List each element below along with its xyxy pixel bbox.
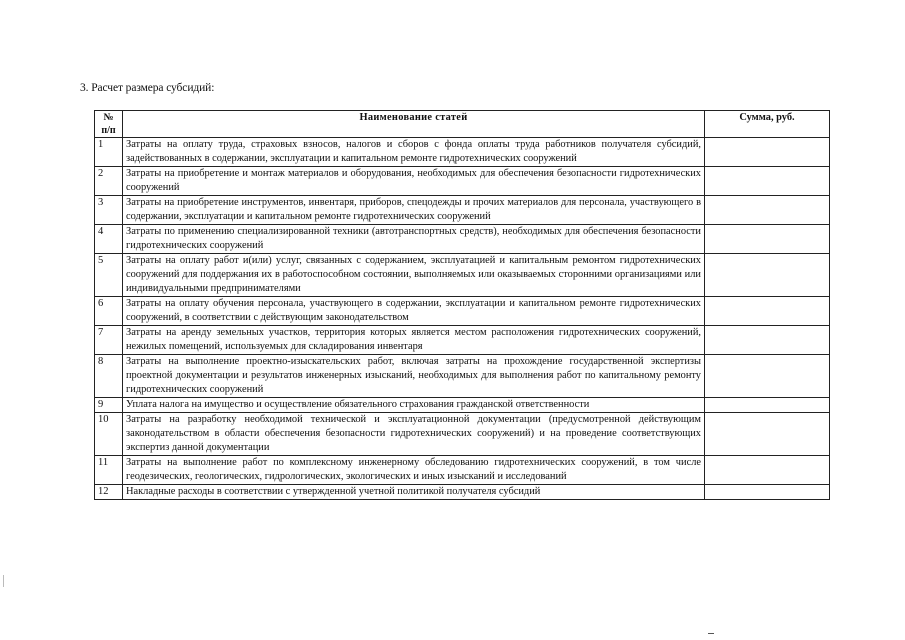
scan-mark xyxy=(708,633,714,634)
row-sum-cell[interactable] xyxy=(705,297,830,326)
row-item-name: Накладные расходы в соответствии с утвержденной учетной политикой получателя субсидий xyxy=(123,485,705,500)
row-item-name: Затраты на приобретение и монтаж материалов и оборудования, необходимых для обеспечения безопасности гидротехнических сооружений xyxy=(123,167,705,196)
row-number: 1 xyxy=(95,138,123,167)
section-title: 3. Расчет размера субсидий: xyxy=(80,82,215,94)
row-sum-cell[interactable] xyxy=(705,326,830,355)
row-sum-cell[interactable] xyxy=(705,413,830,456)
row-sum-cell[interactable] xyxy=(705,485,830,500)
row-item-name: Затраты на оплату труда, страховых взносов, налогов и сборов с фонда оплаты труда работников получателя субсидий, задействованных в содержании, эксплуатации и капитальном ремонте гидротехнических сооружений xyxy=(123,138,705,167)
row-number: 12 xyxy=(95,485,123,500)
row-number: 2 xyxy=(95,167,123,196)
row-sum-cell[interactable] xyxy=(705,167,830,196)
column-header-name: Наименование статей xyxy=(123,111,705,138)
table-row xyxy=(95,485,830,500)
row-number: 11 xyxy=(95,456,123,485)
table-row xyxy=(95,254,830,297)
scan-margin-mark xyxy=(3,575,4,587)
row-number: 3 xyxy=(95,196,123,225)
table-row xyxy=(95,138,830,167)
row-sum-cell[interactable] xyxy=(705,225,830,254)
row-item-name: Затраты на выполнение проектно-изыскательских работ, включая затраты на прохождение государственной экспертизы проектной документации и результатов инженерных изысканий, необходимых для выполнения работ по капитальному ремонту гидротехнических сооружений xyxy=(123,355,705,398)
table-row xyxy=(95,456,830,485)
row-number: 10 xyxy=(95,413,123,456)
row-sum-cell[interactable] xyxy=(705,398,830,413)
row-item-name: Уплата налога на имущество и осуществление обязательного страхования гражданской ответственности xyxy=(123,398,705,413)
table-row xyxy=(95,196,830,225)
row-number: 7 xyxy=(95,326,123,355)
table-row xyxy=(95,413,830,456)
row-sum-cell[interactable] xyxy=(705,355,830,398)
row-item-name: Затраты на приобретение инструментов, инвентаря, приборов, спецодежды и прочих материалов для персонала, участвующего в содержании, эксплуатации и капитальном ремонте гидротехнических сооружений xyxy=(123,196,705,225)
subsidy-cost-table xyxy=(94,110,830,500)
row-number: 4 xyxy=(95,225,123,254)
table-row xyxy=(95,326,830,355)
table-row xyxy=(95,297,830,326)
row-sum-cell[interactable] xyxy=(705,138,830,167)
row-item-name: Затраты на аренду земельных участков, территория которых является местом расположения гидротехнических сооружений, нежилых помещений, используемых для складирования инвентаря xyxy=(123,326,705,355)
column-header-sum: Сумма, руб. xyxy=(705,111,830,138)
row-number: 8 xyxy=(95,355,123,398)
row-number: 5 xyxy=(95,254,123,297)
table-row xyxy=(95,398,830,413)
row-item-name: Затраты на разработку необходимой технической и эксплуатационной документации (предусмотренной действующим законодательством в области обеспечения безопасности гидротехнических сооружений) и на проведение соответствующих экспертиз данной документации xyxy=(123,413,705,456)
row-sum-cell[interactable] xyxy=(705,456,830,485)
row-item-name: Затраты на выполнение работ по комплексному инженерному обследованию гидротехнических сооружений, в том числе геодезических, геологических, гидрологических, экологических и иных изысканий и исследований xyxy=(123,456,705,485)
row-sum-cell[interactable] xyxy=(705,196,830,225)
row-number: 9 xyxy=(95,398,123,413)
table-row xyxy=(95,167,830,196)
column-header-number: № п/п xyxy=(95,111,123,138)
table-row xyxy=(95,225,830,254)
row-item-name: Затраты на оплату работ и(или) услуг, связанных с содержанием, эксплуатацией и капитальным ремонтом гидротехнических сооружений для поддержания их в работоспособном состоянии, выполняемых или оказываемых сторонними организациями или индивидуальными предпринимателями xyxy=(123,254,705,297)
row-item-name: Затраты на оплату обучения персонала, участвующего в содержании, эксплуатации и капитальном ремонте гидротехнических сооружений, в соответствии с действующим законодательством xyxy=(123,297,705,326)
row-sum-cell[interactable] xyxy=(705,254,830,297)
table-header-row xyxy=(95,111,830,138)
table-row xyxy=(95,355,830,398)
row-number: 6 xyxy=(95,297,123,326)
row-item-name: Затраты по применению специализированной техники (автотранспортных средств), необходимых для обеспечения безопасности гидротехнических сооружений xyxy=(123,225,705,254)
